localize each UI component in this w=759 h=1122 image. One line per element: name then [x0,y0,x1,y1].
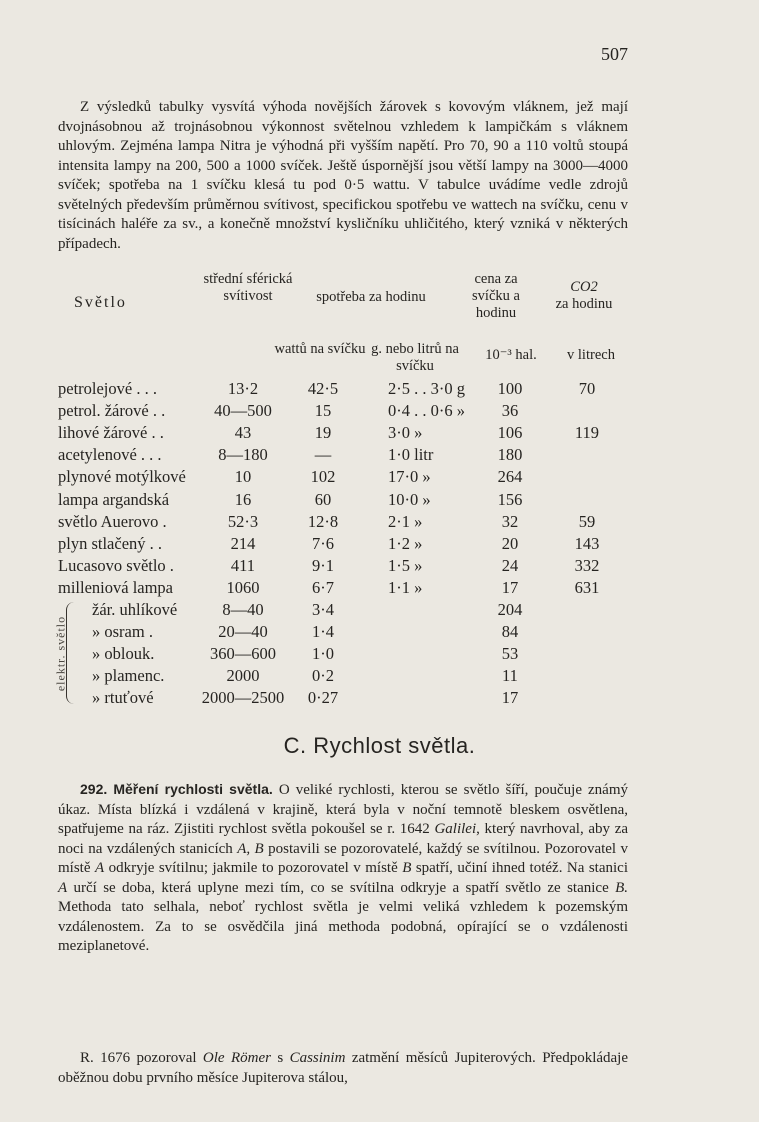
electric-label: elektr. světlo [53,615,68,692]
cell-co2: 631 [574,577,600,597]
electric-row [58,644,648,666]
cell-watts: 0·2 [312,666,334,686]
table-row [58,512,648,534]
electric-row [58,600,648,622]
unit-watt: wattů na svíčku [274,341,366,357]
cell-per-hour: 1·1 » [388,577,423,597]
cell-name: milleniová lampa [58,577,174,597]
brace [66,602,77,704]
cell-intensity: 10 [234,467,252,487]
cell-per-hour: 10·0 » [388,489,431,509]
cell-price: 106 [497,423,523,443]
cell-co2: 59 [578,511,596,531]
cell-watts: 1·4 [312,622,334,642]
unit-litre: v litrech [567,347,615,363]
table-row [58,534,648,556]
cell-price: 17 [501,688,519,708]
cell-per-hour: 1·5 » [388,555,423,575]
cell-intensity: 2000—2500 [201,688,285,708]
section-number: 292. [80,781,108,797]
electric-group [28,598,84,708]
cell-per-hour: 1·2 » [388,533,423,553]
cell-name: plyn stlačený . . [58,533,163,553]
cell-per-hour: 0·4 . . 0·6 » [388,401,465,421]
cell-intensity: 2000 [226,666,260,686]
table-row [58,556,648,578]
cell-price: 20 [501,533,519,553]
header-consumption: spotřeba za hodinu [316,289,426,305]
cell-intensity: 13·2 [227,379,259,398]
cell-intensity: 360—600 [210,644,276,664]
cell-per-hour: 2·5 . . 3·0 g [388,379,465,398]
header-light: Světlo [74,294,127,311]
table-row [58,578,648,600]
table-row [58,490,648,512]
header-price: cena za svíčku a hodinu [472,271,520,321]
cell-co2: 143 [574,533,600,553]
cell-name: petrolejové . . . [58,379,157,398]
electric-row [58,666,648,688]
cell-name: plynové motýlkové [58,467,186,487]
cell-name: lihové žárové . . [58,423,164,443]
cell-intensity: 52·3 [227,511,259,531]
cell-price: 156 [497,489,523,509]
table-row [58,467,648,489]
unit-halir: 10⁻³ hal. [485,347,537,363]
co2-symbol: CO2 [570,279,598,295]
cell-price: 24 [501,555,519,575]
cell-intensity: 40—500 [214,401,272,421]
cell-intensity: 8—40 [222,600,264,619]
light-sources-table [53,271,648,711]
table-row [58,401,648,423]
section-title: C. Rychlost světla. [283,733,476,758]
cell-intensity: 214 [230,533,256,553]
cell-name: světlo Auerovo . [58,511,167,531]
intro-paragraph: Z výsledků tabulky vysvítá výhoda novějších žárovek s kovovým vláknem, jež mají dvojnásobnou až trojnásobnou výkonnost světelnou vzhledem k lampičkám s vláknem uhlovým. Zejména lampa Nitra je výhodná při vyšším napětí. Pro 70, 90 a 110 voltů stoupá intensita lampy na 200, 500 a 1000 svíček. Ještě úspornější jsou větší lampy na 3000—4000 svíček; spotřeba na 1 svíčku klesá tu pod 0·5 wattu. V tabulce uvádíme vedle zdrojů světelných především průměrnou svítivost, specifickou spotřebu ve wattech na svíčku, cenu v tisícinách haléře za sv., a konečně množství kysličníku uhličitého, který vzniká v některých případech. [58,99,628,252]
romer-paragraph: R. 1676 pozoroval Ole Römer s Cassinim zatmění měsíců Jupiterových. Předpokládaje oběžnou dobu prvního měsíce Jupiterova stálou, [58,1050,628,1086]
header-co2-label: za hodinu [555,296,613,312]
cell-co2: 119 [574,423,600,443]
cell-watts: — [314,445,332,465]
cell-co2: 70 [578,379,596,398]
cell-name: » oblouk. [92,644,155,664]
cell-watts: 6·7 [312,577,334,597]
cell-name: žár. uhlíkové [92,600,178,619]
table-row [58,423,648,445]
header-co2 [544,279,624,313]
cell-watts: 9·1 [312,555,334,575]
electric-row [58,688,648,710]
cell-co2: 332 [574,555,600,575]
unit-gram: g. nebo litrů na svíčku [371,341,459,374]
cell-intensity: 20—40 [218,622,268,642]
cell-name: » plamenc. [92,666,165,686]
cell-price: 17 [501,577,519,597]
cell-watts: 60 [314,489,332,509]
cell-intensity: 43 [234,423,252,443]
cell-price: 53 [501,644,519,664]
cell-per-hour: 2·1 » [388,511,423,531]
cell-price: 84 [501,622,519,642]
cell-price: 11 [502,666,518,686]
cell-intensity: 1060 [226,577,260,597]
cell-watts: 102 [310,467,336,487]
cell-name: Lucasovo světlo . [58,555,174,575]
cell-watts: 7·6 [312,533,334,553]
cell-price: 100 [497,379,523,398]
section-heading: Měření rychlosti světla. [113,781,273,797]
cell-per-hour: 1·0 litr [388,445,434,465]
cell-price: 180 [497,445,523,465]
cell-name: lampa argandská [58,489,170,509]
cell-watts: 15 [314,401,332,421]
cell-price: 204 [497,600,523,619]
table-row [58,445,648,467]
cell-watts: 19 [314,423,332,443]
cell-name: » osram . [92,622,153,642]
cell-watts: 0·27 [307,688,339,708]
cell-price: 264 [497,467,523,487]
cell-price: 32 [501,511,519,531]
cell-intensity: 411 [230,555,256,575]
electric-row [58,622,648,644]
cell-name: acetylenové . . . [58,445,162,465]
cell-watts: 42·5 [307,379,339,398]
cell-watts: 1·0 [312,644,334,664]
cell-per-hour: 17·0 » [388,467,431,487]
section-292-paragraph: 292. Měření rychlosti světla. O veliké rychlosti, kterou se světlo šíří, poučuje známý úkaz. Místa blízká i vzdálená v krajině, která byla v noční temnotě bleskem osvětlena, spatřujeme na ráz. Zjistiti rychlost světla pokoušel se r. 1642 Galilei, který navrhoval, aby za noci na vzdálených stanicích A, B postavili se pozorovatelé, každý se svítilnou. Pozorovatel v místě A odkryje svítilnu; jakmile to pozorovatel v místě B spatří, učiní ihned totéž. Na stanici A určí se doba, která uplyne mezi tím, co se svítilna odkryje a spatří světlo ze stanice B. Methoda tato selhala, neboť rychlost světla je velmi veliká vzhledem k pozemským vzdálenostem. Za to se osvědčila jiná methoda podobná, opírající se o vzdálenosti meziplanetové. [58,781,629,954]
cell-intensity: 8—180 [218,445,268,465]
cell-watts: 12·8 [307,511,339,531]
cell-intensity: 16 [234,489,252,509]
cell-price: 36 [501,401,519,421]
cell-name: petrol. žárové . . [58,401,166,421]
cell-name: » rtuťové [92,688,154,708]
cell-watts: 3·4 [312,600,334,619]
table-row [58,379,648,401]
cell-per-hour: 3·0 » [388,423,423,443]
page-number: 507 [601,44,628,64]
header-intensity: střední sférická svítivost [203,271,293,304]
